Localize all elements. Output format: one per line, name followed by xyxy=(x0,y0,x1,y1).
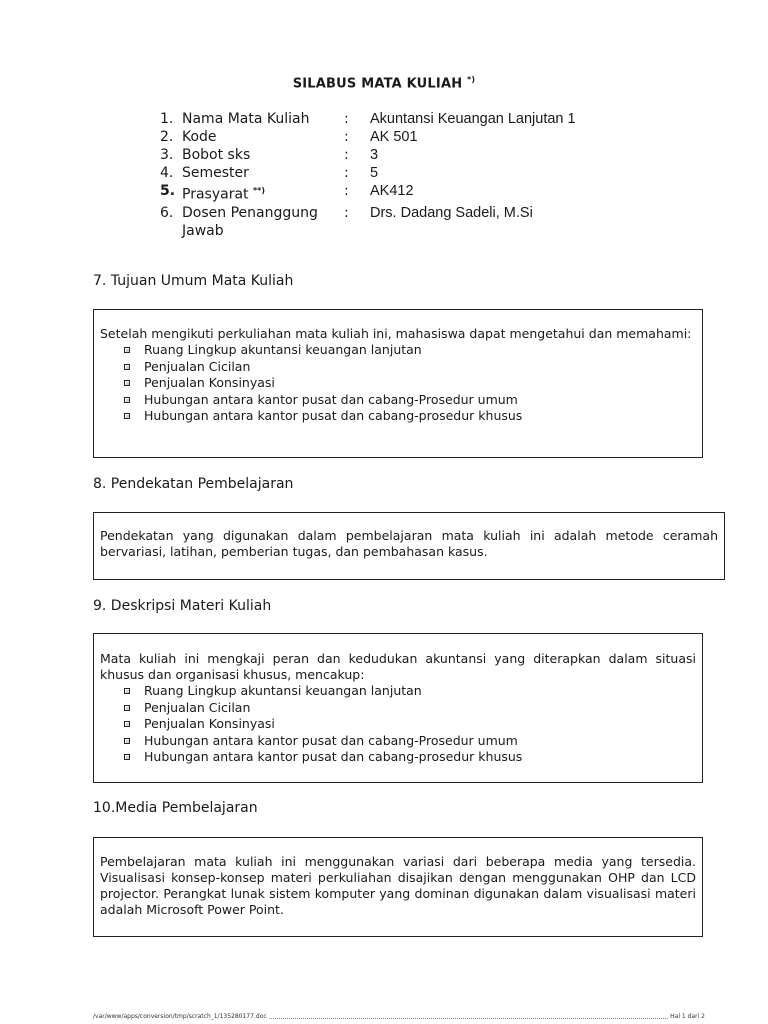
course-name-value: Akuntansi Keuangan Lanjutan 1 xyxy=(370,111,576,127)
list-item: Penjualan Cicilan xyxy=(124,359,696,376)
lecturer-value: Drs. Dadang Sadeli, M.Si xyxy=(370,204,533,221)
page-footer xyxy=(93,1013,705,1020)
section-heading-7: 7. Tujuan Umum Mata Kuliah xyxy=(93,273,294,289)
checkbox-bullet-icon xyxy=(124,754,130,760)
page-number: Hal 1 dari 2 xyxy=(670,1013,705,1020)
list-item: Penjualan Cicilan xyxy=(124,700,696,717)
list-item: Hubungan antara kantor pusat dan cabang-Prosedur umum xyxy=(124,392,696,409)
info-row-name: 1. Nama Mata Kuliah : Akuntansi Keuangan Lanjutan 1 xyxy=(160,111,576,127)
checkbox-bullet-icon xyxy=(124,721,130,727)
section-box-7 xyxy=(93,309,703,458)
title-footnote-mark: *) xyxy=(467,75,476,84)
list-item: Hubungan antara kantor pusat dan cabang-prosedur khusus xyxy=(124,408,696,425)
course-info-list xyxy=(160,110,620,240)
objective-intro: Setelah mengikuti perkuliahan mata kuliah ini, mahasiswa dapat mengetahui dan memahami: xyxy=(100,326,692,341)
checkbox-bullet-icon xyxy=(124,364,130,370)
section-box-9 xyxy=(93,633,703,783)
list-item: Penjualan Konsinyasi xyxy=(124,716,696,733)
list-item: Hubungan antara kantor pusat dan cabang-Prosedur umum xyxy=(124,733,696,750)
footer-dot-leader xyxy=(269,1015,669,1019)
section-box-10 xyxy=(93,837,703,937)
info-row-credits: 3. Bobot sks : 3 xyxy=(160,147,379,163)
description-intro: Mata kuliah ini mengkaji peran dan kedudukan akuntansi yang diterapkan dalam situasi khusus dan organisasi khusus, mencakup: xyxy=(100,651,696,682)
list-item: Hubungan antara kantor pusat dan cabang-prosedur khusus xyxy=(124,749,696,766)
info-row-lecturer: 6. Dosen Penanggung Jawab : Drs. Dadang Sadeli, M.Si xyxy=(160,204,533,239)
prerequisite-value: AK412 xyxy=(370,183,414,199)
checkbox-bullet-icon xyxy=(124,413,130,419)
section-box-8 xyxy=(93,512,725,580)
description-list xyxy=(100,683,696,766)
credits-value: 3 xyxy=(370,147,379,163)
section-heading-9: 9. Deskripsi Materi Kuliah xyxy=(93,598,272,614)
objective-list xyxy=(100,342,696,425)
checkbox-bullet-icon xyxy=(124,705,130,711)
file-path: /var/www/apps/conversion/tmp/scratch_1/135280177.doc xyxy=(93,1013,267,1020)
approach-text: Pendekatan yang digunakan dalam pembelajaran mata kuliah ini adalah metode ceramah bervariasi, latihan, pemberian tugas, dan pembahasan kasus. xyxy=(100,528,718,559)
checkbox-bullet-icon xyxy=(124,688,130,694)
checkbox-bullet-icon xyxy=(124,380,130,386)
checkbox-bullet-icon xyxy=(124,347,130,353)
info-row-semester: 4. Semester : 5 xyxy=(160,165,379,181)
list-item: Ruang Lingkup akuntansi keuangan lanjutan xyxy=(124,342,696,359)
course-code-value: AK 501 xyxy=(370,129,418,145)
document-title: SILABUS MATA KULIAH *) xyxy=(292,75,476,92)
section-heading-10: 10.Media Pembelajaran xyxy=(93,800,258,816)
list-item: Ruang Lingkup akuntansi keuangan lanjutan xyxy=(124,683,696,700)
media-text: Pembelajaran mata kuliah ini menggunakan variasi dari beberapa media yang tersedia. Visualisasi konsep-konsep materi perkuliahan disajikan dengan menggunakan OHP dan LCD projector. Perangkat lunak sistem komputer yang dominan digunakan dalam visualisasi materi adalah Microsoft Power Point. xyxy=(100,854,696,917)
section-heading-8: 8. Pendekatan Pembelajaran xyxy=(93,476,294,492)
checkbox-bullet-icon xyxy=(124,738,130,744)
checkbox-bullet-icon xyxy=(124,397,130,403)
list-item: Penjualan Konsinyasi xyxy=(124,375,696,392)
semester-value: 5 xyxy=(370,165,379,181)
info-row-prerequisite: 5. Prasyarat **) : AK412 xyxy=(160,183,414,203)
info-row-code: 2. Kode : AK 501 xyxy=(160,129,418,145)
prerequisite-footnote-mark: **) xyxy=(252,186,265,195)
